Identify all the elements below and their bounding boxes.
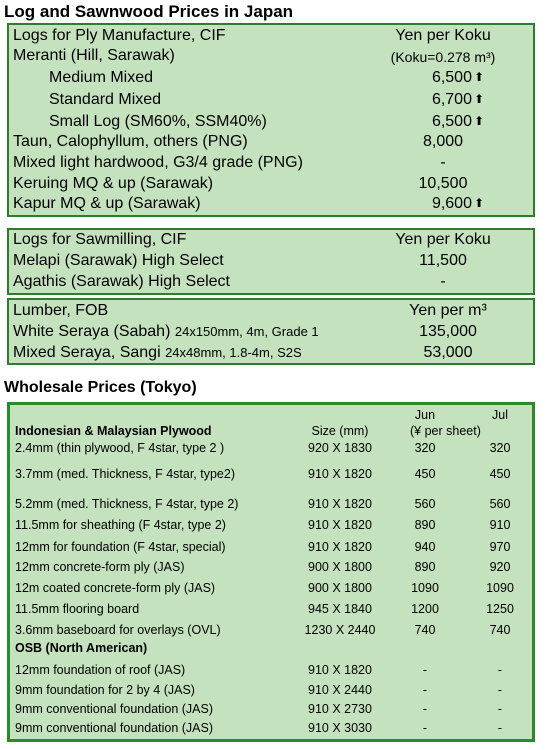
- wholesale-panel: [7, 402, 535, 742]
- product-name: 3.7mm (med. Thickness, F 4star, type2): [15, 467, 235, 481]
- saw-row-value: 11,500: [419, 252, 467, 269]
- jun-price: -: [422, 702, 428, 716]
- size-cell: 910 X 1820: [308, 518, 372, 532]
- meranti-label: Meranti (Hill, Sarawak): [13, 47, 175, 64]
- saw-row-label: Agathis (Sarawak) High Select: [13, 273, 230, 290]
- jul-price: 970: [489, 540, 511, 554]
- jun-price: 1200: [411, 602, 439, 616]
- jul-header: Jul: [492, 408, 508, 422]
- saw-unit: Yen per Koku: [395, 231, 491, 248]
- jul-price: -: [497, 721, 503, 735]
- ply-row-label: Mixed light hardwood, G3/4 grade (PNG): [13, 154, 303, 171]
- saw-row-label: Melapi (Sarawak) High Select: [13, 252, 224, 269]
- size-cell: 900 X 1800: [308, 560, 372, 574]
- size-cell: 910 X 1820: [308, 540, 372, 554]
- product-name: 12mm concrete-form ply (JAS): [15, 560, 185, 574]
- ply-logs-panel: [7, 23, 535, 217]
- product-name: 12mm for foundation (F 4star, special): [15, 540, 226, 554]
- jul-price: 910: [489, 518, 511, 532]
- jun-price: 450: [414, 467, 436, 481]
- ply-row-value: 10,500: [418, 175, 468, 192]
- lumber-header: Lumber, FOB: [13, 302, 109, 319]
- size-cell: 910 X 1820: [308, 497, 372, 511]
- plywood-section-title: Indonesian & Malaysian Plywood: [15, 424, 212, 438]
- koku-note: (Koku=0.278 m³): [390, 49, 496, 65]
- jun-price: 320: [414, 441, 436, 455]
- ply-row-label: Keruing MQ & up (Sarawak): [13, 175, 214, 192]
- product-name: 2.4mm (thin plywood, F 4star, type 2 ): [15, 441, 225, 455]
- size-cell: 910 X 3030: [308, 721, 372, 735]
- ply-row-value: 8,000: [422, 133, 464, 150]
- up-arrow-icon: ⬆: [473, 70, 485, 84]
- product-name: 11.5mm flooring board: [15, 602, 140, 616]
- yen-per-sheet-header: (¥ per sheet): [410, 424, 481, 438]
- jul-price: 560: [489, 497, 511, 511]
- lumber-row-value: 135,000: [419, 323, 477, 340]
- size-cell: 920 X 1830: [308, 441, 372, 455]
- lumber-row-value: 53,000: [423, 344, 473, 361]
- size-cell: 900 X 1800: [308, 581, 372, 595]
- ply-row-value: 6,500 ⬆: [431, 69, 485, 86]
- ply-row-value: 9,600 ⬆: [431, 195, 485, 212]
- jul-price: -: [497, 663, 503, 677]
- jun-price: 890: [414, 560, 436, 574]
- size-cell: 910 X 2730: [308, 702, 372, 716]
- size-cell: 910 X 1820: [308, 467, 372, 481]
- jul-price: 1250: [486, 602, 514, 616]
- jun-price: 890: [414, 518, 436, 532]
- jun-price: 1090: [411, 581, 439, 595]
- jun-price: 560: [414, 497, 436, 511]
- size-header: Size (mm): [311, 424, 369, 438]
- jul-price: 320: [489, 441, 511, 455]
- log-prices-title: Log and Sawnwood Prices in Japan: [4, 2, 294, 21]
- jul-price: 1090: [486, 581, 514, 595]
- lumber-unit: Yen per m³: [409, 302, 487, 319]
- product-name: 5.2mm (med. Thickness, F 4star, type 2): [15, 497, 239, 511]
- ply-row-label: Medium Mixed: [49, 69, 154, 86]
- product-name: 9mm conventional foundation (JAS): [15, 721, 214, 735]
- jun-price: 740: [414, 623, 436, 637]
- ply-row-value: -: [440, 154, 446, 171]
- saw-header: Logs for Sawmilling, CIF: [13, 231, 187, 248]
- product-name: 9mm foundation for 2 by 4 (JAS): [15, 683, 195, 697]
- lumber-panel: [7, 298, 535, 365]
- ply-row-label: Small Log (SM60%, SSM40%): [49, 113, 267, 130]
- ply-unit: Yen per Koku: [395, 27, 491, 44]
- ply-row-label: Taun, Calophyllum, others (PNG): [13, 133, 248, 150]
- size-cell: 910 X 2440: [308, 683, 372, 697]
- jul-price: 920: [489, 560, 511, 574]
- up-arrow-icon: ⬆: [473, 196, 485, 210]
- jun-header: Jun: [414, 408, 436, 422]
- jul-price: -: [497, 702, 503, 716]
- product-name: 12mm foundation of roof (JAS): [15, 663, 186, 677]
- jul-price: -: [497, 683, 503, 697]
- ply-row-value: 6,500 ⬆: [431, 113, 485, 130]
- jun-price: -: [422, 721, 428, 735]
- lumber-row-label: White Seraya (Sabah) 24x150mm, 4m, Grade 1: [13, 323, 319, 340]
- jul-price: 450: [489, 467, 511, 481]
- osb-section-title: OSB (North American): [15, 641, 148, 655]
- ply-header: Logs for Ply Manufacture, CIF: [13, 27, 226, 44]
- sawmilling-logs-panel: [7, 228, 535, 295]
- product-name: 3.6mm baseboard for overlays (OVL): [15, 623, 221, 637]
- jul-price: 740: [489, 623, 511, 637]
- saw-row-value: -: [440, 273, 446, 290]
- up-arrow-icon: ⬆: [473, 114, 485, 128]
- jun-price: -: [422, 663, 428, 677]
- product-name: 11.5mm for sheathing (F 4star, type 2): [15, 518, 226, 532]
- ply-row-label: Kapur MQ & up (Sarawak): [13, 195, 201, 212]
- product-name: 9mm conventional foundation (JAS): [15, 702, 214, 716]
- wholesale-title: Wholesale Prices (Tokyo): [4, 379, 197, 396]
- jun-price: -: [422, 683, 428, 697]
- ply-row-label: Standard Mixed: [49, 91, 162, 108]
- lumber-row-label: Mixed Seraya, Sangi 24x48mm, 1.8-4m, S2S: [13, 344, 302, 361]
- product-name: 12m coated concrete-form ply (JAS): [15, 581, 216, 595]
- jun-price: 940: [414, 540, 436, 554]
- ply-row-value: 6,700 ⬆: [431, 91, 485, 108]
- up-arrow-icon: ⬆: [473, 92, 485, 106]
- size-cell: 1230 X 2440: [304, 623, 376, 637]
- size-cell: 910 X 1820: [308, 663, 372, 677]
- size-cell: 945 X 1840: [308, 602, 372, 616]
